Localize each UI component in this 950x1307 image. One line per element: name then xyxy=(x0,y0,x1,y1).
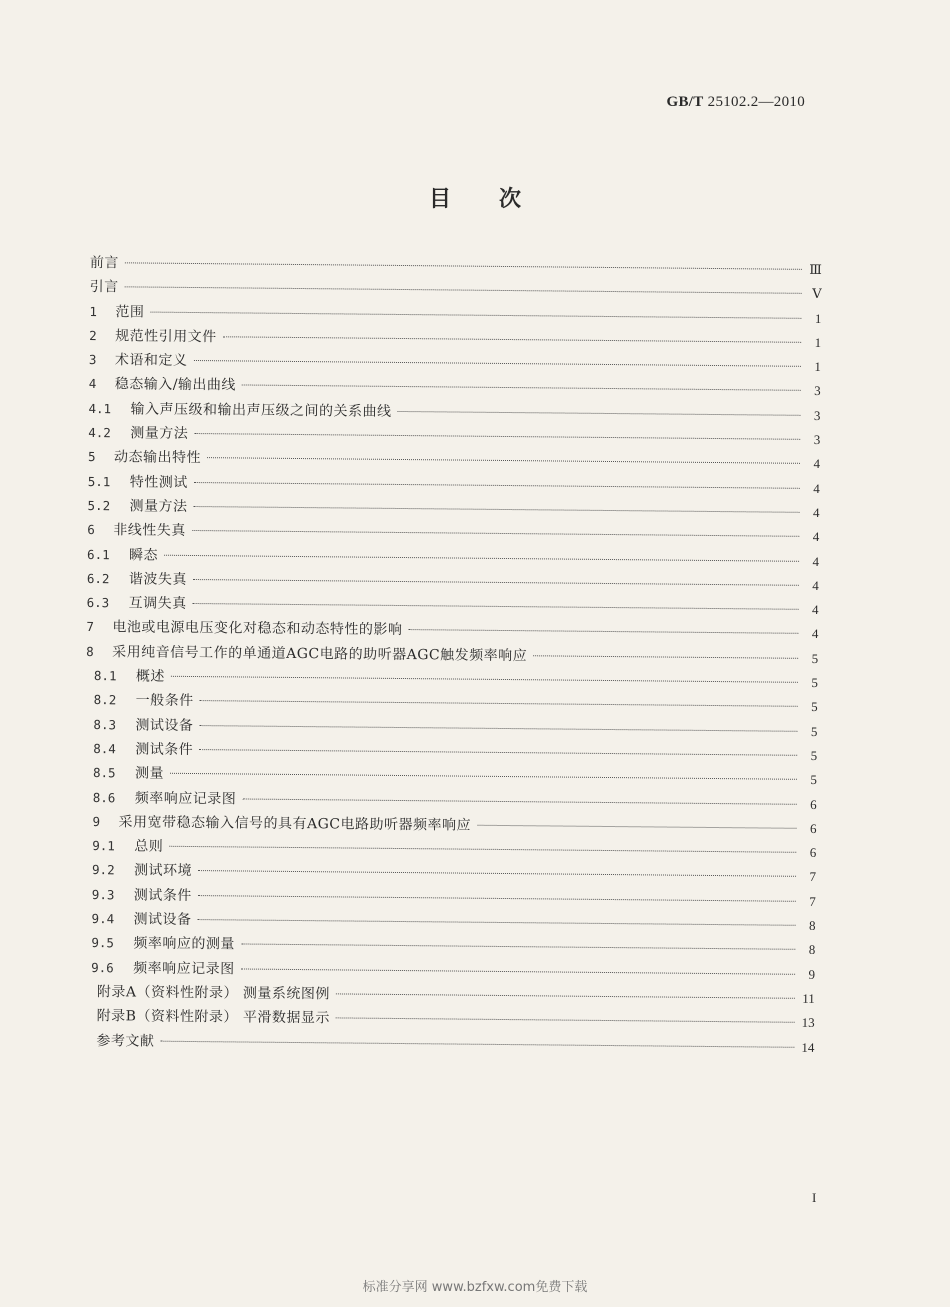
toc-entry-number: 3 xyxy=(88,352,97,368)
toc-entry-page: 4 xyxy=(812,577,819,593)
toc-entry-label: 测试环境 xyxy=(133,862,193,880)
toc-entry-page: 4 xyxy=(813,456,821,472)
toc-entry-label: 概述 xyxy=(135,668,166,685)
table-of-contents xyxy=(82,252,822,1061)
dot-leader xyxy=(198,919,796,926)
dot-leader xyxy=(336,993,795,998)
toc-entry-number: 8 xyxy=(86,643,94,659)
toc-entry-label: 测试设备 xyxy=(135,717,194,734)
toc-entry-number: 6.2 xyxy=(86,570,110,587)
toc-entry-page: 7 xyxy=(809,893,816,909)
toc-entry-label: 采用宽带稳态输入信号的具有AGC电路助听器频率响应 xyxy=(118,814,472,834)
toc-entry-number: 7 xyxy=(86,619,95,635)
toc-entry-label: 测量方法 xyxy=(130,425,189,443)
toc-entry-number: 9.1 xyxy=(92,838,115,854)
dot-leader xyxy=(397,411,800,416)
dot-leader xyxy=(194,482,800,489)
toc-entry-page: 5 xyxy=(810,747,818,763)
dot-leader xyxy=(194,433,800,440)
dot-leader xyxy=(198,895,796,902)
toc-entry-page: 6 xyxy=(809,820,817,836)
toc-entry-label: 引言 xyxy=(89,279,119,296)
toc-entry-number: 9.6 xyxy=(91,959,114,975)
toc-entry-label: 前言 xyxy=(89,254,119,272)
toc-entry-label: 频率响应记录图 xyxy=(134,789,237,807)
toc-entry-number: 9.5 xyxy=(91,935,115,951)
dot-leader xyxy=(192,530,799,537)
toc-entry-label: 输入声压级和输出声压级之间的关系曲线 xyxy=(130,401,392,420)
dot-leader xyxy=(193,603,799,610)
page-number: I xyxy=(812,1190,817,1205)
toc-entry-page: 7 xyxy=(809,869,817,885)
toc-entry-number: 1 xyxy=(89,303,98,319)
dot-leader xyxy=(193,579,799,586)
toc-entry-label: 测量方法 xyxy=(129,498,188,515)
toc-entry-number: 6.1 xyxy=(87,546,110,562)
toc-entry-number: 8.2 xyxy=(93,692,117,708)
toc-entry-page: 8 xyxy=(808,942,816,958)
dot-leader xyxy=(336,1018,795,1023)
toc-entry-label: 术语和定义 xyxy=(114,352,188,370)
dot-leader xyxy=(170,773,797,780)
toc-entry-page: 6 xyxy=(809,845,817,861)
dot-leader xyxy=(199,749,797,756)
toc-entry-page: 4 xyxy=(811,626,819,642)
toc-entry-label: 频率响应的测量 xyxy=(133,935,235,953)
toc-entry-number: 8.4 xyxy=(93,740,116,757)
dot-leader xyxy=(193,360,800,367)
page-title: 目次 xyxy=(428,186,569,212)
toc-entry-label: 范围 xyxy=(115,303,145,321)
dot-leader xyxy=(125,287,802,294)
toc-entry-page: 3 xyxy=(813,407,821,423)
toc-entry-page: 11 xyxy=(802,990,815,1006)
toc-entry-page: 9 xyxy=(808,966,816,982)
toc-entry-number: 5.1 xyxy=(87,473,111,489)
dot-leader xyxy=(199,725,797,732)
toc-entry-page: 1 xyxy=(814,334,822,350)
dot-leader xyxy=(150,311,801,318)
toc-entry-number: 9 xyxy=(92,813,101,829)
dot-leader xyxy=(169,846,796,853)
standard-prefix: GB/T xyxy=(666,94,704,110)
toc-entry-label: 附录A（资料性附录） 测量系统图例 xyxy=(96,984,331,1003)
toc-entry-label: 谐波失真 xyxy=(128,571,187,588)
toc-entry-page: 3 xyxy=(813,432,821,448)
dot-leader xyxy=(477,825,796,829)
dot-leader xyxy=(533,655,798,659)
toc-entry-page: 5 xyxy=(811,650,819,666)
dot-leader xyxy=(125,262,802,269)
dot-leader xyxy=(207,458,800,465)
toc-entry-page: 4 xyxy=(812,602,819,618)
toc-entry-number: 8.5 xyxy=(92,765,116,781)
toc-entry-page: 4 xyxy=(812,529,820,545)
toc-entry-label: 动态输出特性 xyxy=(113,449,202,467)
toc-entry-label: 测试条件 xyxy=(135,741,194,758)
toc-entry-number: 9.4 xyxy=(91,911,115,927)
toc-entry-page: Ⅲ xyxy=(809,261,822,278)
toc-entry-page: 8 xyxy=(808,917,816,934)
toc-entry-label: 互调失真 xyxy=(128,595,187,613)
toc-entry-page: 4 xyxy=(812,504,820,520)
toc-entry-label: 测试设备 xyxy=(133,911,192,929)
toc-entry-page: Ⅴ xyxy=(812,286,822,302)
toc-entry-label: 附录B（资料性附录） 平滑数据显示 xyxy=(96,1008,330,1027)
toc-entry-number: 5 xyxy=(87,449,96,465)
toc-entry-number: 8.6 xyxy=(92,789,116,805)
toc-entry-label: 测量 xyxy=(134,765,165,782)
toc-entry-number: 4.2 xyxy=(88,425,111,441)
dot-leader xyxy=(242,798,796,804)
dot-leader xyxy=(164,554,799,561)
toc-entry-page: 1 xyxy=(814,359,822,375)
toc-entry-label: 参考文献 xyxy=(96,1032,155,1050)
dot-leader xyxy=(241,968,795,974)
dot-leader xyxy=(198,870,796,877)
standard-code xyxy=(667,94,805,111)
dot-leader xyxy=(408,630,798,635)
toc-entry-number: 5.2 xyxy=(87,497,111,514)
standard-number: 25102.2—2010 xyxy=(707,94,805,110)
dot-leader xyxy=(200,700,798,707)
toc-entry-page: 4 xyxy=(812,553,820,569)
toc-entry-page: 5 xyxy=(811,699,818,715)
toc-entry-number: 6.3 xyxy=(86,595,110,611)
toc-entry-label: 非线性失真 xyxy=(113,522,186,540)
toc-entry-number: 9.2 xyxy=(91,862,115,878)
toc-entry-page: 1 xyxy=(814,310,822,326)
toc-entry-label: 瞬态 xyxy=(129,546,159,564)
dot-leader xyxy=(194,506,800,513)
toc-entry-label: 规范性引用文件 xyxy=(115,328,217,346)
toc-entry-label: 一般条件 xyxy=(135,692,194,710)
toc-entry-page: 14 xyxy=(801,1039,815,1055)
toc-entry-number: 8.3 xyxy=(93,716,117,732)
toc-entry-label: 测试条件 xyxy=(133,887,192,904)
dot-leader xyxy=(241,944,795,950)
toc-entry-label: 特性测试 xyxy=(129,474,188,491)
watermark-text: 标准分享网 www.bzfxw.com免费下载 xyxy=(362,1280,588,1295)
toc-entry-page: 13 xyxy=(801,1015,815,1031)
toc-entry-number: 6 xyxy=(87,522,95,538)
dot-leader xyxy=(223,336,801,343)
toc-entry-number: 4 xyxy=(88,376,97,392)
toc-entry-number: 9.3 xyxy=(91,886,115,902)
dot-leader xyxy=(171,676,798,683)
toc-entry-label: 频率响应记录图 xyxy=(133,960,235,978)
toc-entry-label: 总则 xyxy=(134,838,164,855)
toc-entry-number: 4.1 xyxy=(88,400,112,416)
toc-entry-page: 4 xyxy=(813,480,820,496)
toc-entry-page: 5 xyxy=(810,772,818,788)
toc-entry-page: 6 xyxy=(810,796,817,812)
toc-entry-page: 5 xyxy=(810,723,818,739)
toc-entry-label: 采用纯音信号工作的单通道AGC电路的助听器AGC触发频率响应 xyxy=(112,643,528,664)
toc-entry-label: 稳态输入/输出曲线 xyxy=(114,376,237,394)
toc-entry-label: 电池或电源电压变化对稳态和动态特性的影响 xyxy=(112,619,403,639)
toc-entry-number: 2 xyxy=(89,327,97,343)
toc-entry-number: 8.1 xyxy=(93,668,117,684)
toc-entry-page: 3 xyxy=(814,383,821,399)
dot-leader xyxy=(242,385,801,391)
dot-leader xyxy=(160,1040,794,1047)
toc-entry-page: 5 xyxy=(811,674,818,691)
